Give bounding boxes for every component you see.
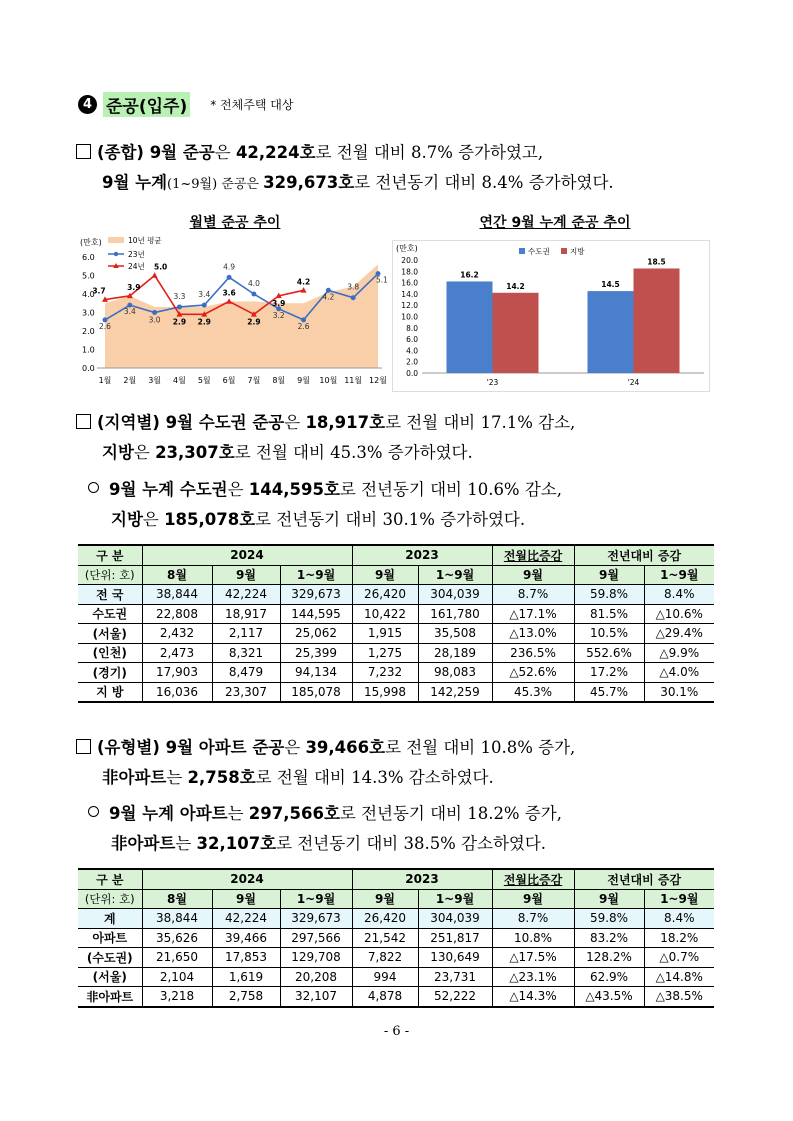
para-bold: 18,917호 (305, 413, 386, 432)
checkbox-square-icon (76, 414, 91, 429)
data-label-23: 3.2 (272, 310, 285, 320)
table-header-cell: 9월 (212, 889, 280, 909)
table-cell: 185,078 (280, 682, 352, 702)
para-text: 는 (227, 804, 249, 823)
table-header-cell: 1~9월 (280, 889, 352, 909)
x-tick-label: 10월 (319, 376, 338, 385)
data-label-23: 5.1 (376, 275, 388, 285)
legend-swatch (561, 248, 567, 254)
data-label: 14.5 (601, 280, 620, 290)
row-label: (서울) (78, 624, 142, 644)
para-text: 로 전월 대비 8.7% 증가하였고, (315, 143, 544, 162)
page-number: - 6 - (383, 1024, 410, 1039)
table-header-cell: 9월 (574, 565, 644, 585)
data-point-23 (152, 310, 157, 315)
data-label: 16.2 (460, 270, 479, 280)
para-bold: 144,595호 (248, 480, 340, 499)
table-cell: 16,036 (142, 682, 212, 702)
data-point-24 (152, 272, 158, 278)
para-line (76, 735, 575, 761)
table-cell: 35,508 (418, 624, 492, 644)
table-cell: 52,222 (418, 987, 492, 1007)
table-header-cell: 구 분 (78, 869, 142, 889)
table-cell: 35,626 (142, 928, 212, 948)
para-line (76, 170, 614, 198)
table-cell: 81.5% (574, 604, 644, 624)
table-cell: △52.6% (492, 663, 574, 683)
region-table (78, 544, 714, 703)
legend-swatch (519, 248, 525, 254)
legend-swatch-area (108, 237, 124, 243)
table-row (78, 643, 714, 663)
table-header-row (78, 869, 714, 889)
para-bold: 329,673호 (263, 173, 355, 192)
table-cell: 42,224 (212, 585, 280, 605)
table-header-cell: 전월比증감 (492, 869, 574, 889)
para-bold: 9월 누계 (102, 173, 168, 192)
table-header-cell: 1~9월 (418, 889, 492, 909)
x-tick-label: 12월 (369, 376, 387, 385)
para-line (88, 477, 562, 503)
table-row (78, 909, 714, 929)
para-text: 로 전월 대비 10.8% 증가, (385, 738, 576, 757)
data-label-24: 2.9 (197, 317, 211, 327)
type-table (78, 868, 714, 1008)
y-tick-label: 20.0 (401, 256, 418, 265)
bar-local (634, 268, 680, 373)
data-label-23: 4.2 (322, 292, 335, 302)
table-cell: 2,473 (142, 643, 212, 663)
data-label-24: 5.0 (153, 262, 168, 272)
data-point-23 (202, 303, 207, 308)
table-cell: 3,218 (142, 987, 212, 1007)
para-bold: 297,566호 (248, 804, 340, 823)
bar-capital (588, 291, 634, 373)
table-header-cell: 9월 (492, 889, 574, 909)
table-subheader-row (78, 889, 714, 909)
data-point-24 (226, 298, 232, 304)
para-text: 로 전년동기 대비 8.4% 증가하였다. (354, 173, 614, 192)
table-cell: 236.5% (492, 643, 574, 663)
y-tick-label: 4.0 (82, 290, 95, 299)
table-cell: 2,432 (142, 624, 212, 644)
y-tick-label: 0.0 (406, 369, 418, 378)
para-text: 로 전년동기 대비 10.6% 감소, (339, 480, 562, 499)
para-line (76, 440, 575, 466)
paragraph-region (76, 410, 575, 466)
para-text: 로 전월 대비 45.3% 증가하였다. (234, 443, 473, 462)
data-label-23: 3.8 (347, 282, 360, 292)
x-tick-label: 8월 (272, 376, 286, 385)
para-text: 은 (142, 510, 165, 529)
table-row (78, 948, 714, 968)
section-note: * 전체주택 대상 (210, 98, 294, 112)
paragraph-region-cumulative (88, 477, 562, 533)
legend-label: 10년 평균 (128, 236, 162, 245)
table-row (78, 624, 714, 644)
table-cell: 28,189 (418, 643, 492, 663)
table-cell: 8.7% (492, 585, 574, 605)
para-text: 로 전월 대비 17.1% 감소, (385, 413, 576, 432)
table-cell: 17,853 (212, 948, 280, 968)
para-text: 은 (284, 413, 306, 432)
table-cell: 25,062 (280, 624, 352, 644)
y-tick-label: 2.0 (82, 327, 95, 336)
table-row (78, 987, 714, 1007)
table-cell: △17.5% (492, 948, 574, 968)
table-header-cell: 1~9월 (644, 889, 714, 909)
table-header-cell: 2024 (142, 869, 352, 889)
table-cell: 21,542 (352, 928, 418, 948)
y-tick-label: 16.0 (401, 278, 418, 288)
para-text: 로 전년동기 대비 30.1% 증가하였다. (255, 510, 526, 529)
table-cell: 10.5% (574, 624, 644, 644)
data-label-24: 3.9 (272, 298, 286, 308)
table-header-cell: 2023 (352, 545, 492, 565)
table-row (78, 682, 714, 702)
data-point-23 (177, 304, 182, 309)
para-text: (1~9월) 준공은 (167, 177, 264, 192)
table-cell: 38,844 (142, 585, 212, 605)
table-cell: △13.0% (492, 624, 574, 644)
data-label-23: 2.6 (297, 321, 310, 331)
para-text: 은 (284, 738, 306, 757)
data-label-24: 4.2 (296, 277, 311, 287)
table-cell: 42,224 (212, 909, 280, 929)
para-bold: (지역별) 9월 수도권 준공 (97, 413, 285, 432)
table-subheader-row (78, 565, 714, 585)
table-cell: 18.2% (644, 928, 714, 948)
para-text: 로 전월 대비 14.3% 감소하였다. (255, 768, 494, 787)
row-label: 非아파트 (78, 987, 142, 1007)
data-label-23: 3.3 (173, 291, 186, 301)
para-text: 는 (175, 834, 197, 853)
table-cell: 130,649 (418, 948, 492, 968)
table-cell: 59.8% (574, 909, 644, 929)
y-unit-label: (만호) (396, 244, 418, 253)
data-label-24: 2.9 (247, 317, 261, 327)
table-header-cell: 1~9월 (418, 565, 492, 585)
table-cell: 25,399 (280, 643, 352, 663)
data-point-23 (351, 295, 356, 300)
table-cell: 142,259 (418, 682, 492, 702)
x-tick-label: 4월 (173, 376, 186, 385)
table-header-cell: 9월 (352, 565, 418, 585)
table-cell: 7,232 (352, 663, 418, 683)
para-bold: (종합) 9월 준공 (97, 143, 215, 162)
table-cell: 1,275 (352, 643, 418, 663)
para-text: 은 (227, 480, 249, 499)
table-cell: 128.2% (574, 948, 644, 968)
table-cell: 297,566 (280, 928, 352, 948)
paragraph-type (76, 735, 575, 791)
table-cell: 8,479 (212, 663, 280, 683)
data-point-23 (251, 292, 256, 297)
table-cell: △0.7% (644, 948, 714, 968)
series-area-10yr-avg (105, 264, 378, 368)
table-cell: △9.9% (644, 643, 714, 663)
table-cell: 45.3% (492, 682, 574, 702)
section-header (78, 92, 293, 117)
table-cell: △23.1% (492, 967, 574, 987)
chart-left-title: 월별 준공 추이 (189, 215, 281, 231)
table-cell: 129,708 (280, 948, 352, 968)
bar-local (493, 293, 539, 373)
row-label: (경기) (78, 663, 142, 683)
x-tick-label: 1월 (98, 376, 112, 385)
y-tick-label: 12.0 (401, 301, 418, 311)
table-cell: 8.4% (644, 585, 714, 605)
table-cell: 23,307 (212, 682, 280, 702)
table-header-cell: 2023 (352, 869, 492, 889)
para-bold: 42,224호 (235, 143, 316, 162)
para-text: 로 전년동기 대비 38.5% 감소하였다. (276, 834, 547, 853)
para-line (88, 507, 562, 533)
para-text: 은 (214, 143, 236, 162)
row-label: (인천) (78, 643, 142, 663)
table-cell: 26,420 (352, 909, 418, 929)
data-label-23: 3.0 (148, 315, 161, 325)
table-header-cell: 8월 (142, 565, 212, 585)
data-label-24: 3.6 (222, 288, 236, 298)
cumulative-completion-chart (392, 240, 710, 392)
data-label-24: 2.9 (172, 317, 187, 327)
section-title: 준공(입주) (103, 92, 190, 117)
table-cell: 30.1% (644, 682, 714, 702)
para-text: 는 (166, 768, 188, 787)
table-cell: 161,780 (418, 604, 492, 624)
table-header-cell: (단위: 호) (78, 565, 142, 585)
chart-right-title: 연간 9월 누계 준공 추이 (479, 215, 631, 231)
y-tick-label: 14.0 (401, 289, 418, 299)
data-label: 14.2 (506, 281, 525, 291)
row-label: 전 국 (78, 585, 142, 605)
x-tick-label: 2월 (123, 376, 137, 385)
row-label: 아파트 (78, 928, 142, 948)
x-tick-label: 11월 (344, 376, 363, 385)
monthly-completion-chart (78, 232, 388, 392)
x-tick-label: 6월 (222, 376, 236, 385)
table-cell: 10,422 (352, 604, 418, 624)
para-bold: 32,107호 (196, 834, 277, 853)
para-bold: 39,466호 (305, 738, 386, 757)
para-line (76, 410, 575, 436)
y-unit-label: (만호) (80, 238, 102, 247)
para-bold: 9월 누계 수도권 (109, 480, 228, 499)
table-cell: 17.2% (574, 663, 644, 683)
table-header-row (78, 545, 714, 565)
data-label-24: 3.9 (127, 282, 141, 292)
data-label-23: 3.4 (198, 290, 211, 300)
bullet-circle-icon (88, 482, 99, 493)
table-cell: 304,039 (418, 909, 492, 929)
legend-label: 24년 (128, 262, 145, 271)
para-bold: 지방 (111, 510, 143, 529)
table-cell: 17,903 (142, 663, 212, 683)
data-point-23 (227, 275, 232, 280)
table-cell: 26,420 (352, 585, 418, 605)
table-cell: 7,822 (352, 948, 418, 968)
table-header-cell: 전월比증감 (492, 545, 574, 565)
table-row (78, 585, 714, 605)
legend-marker (114, 252, 118, 256)
table-cell: 98,083 (418, 663, 492, 683)
table-header-cell: 2024 (142, 545, 352, 565)
x-tick-label: '24 (627, 378, 640, 387)
para-bold: 非아파트 (111, 834, 176, 853)
table-header-cell: 구 분 (78, 545, 142, 565)
table-cell: 329,673 (280, 585, 352, 605)
table-cell: 994 (352, 967, 418, 987)
table-cell: △29.4% (644, 624, 714, 644)
table-cell: 38,844 (142, 909, 212, 929)
table-header-cell: 1~9월 (644, 565, 714, 585)
data-label-23: 4.9 (223, 262, 236, 272)
data-point-24 (301, 287, 307, 293)
table-header-cell: 9월 (212, 565, 280, 585)
table-row (78, 928, 714, 948)
table-cell: 304,039 (418, 585, 492, 605)
table-cell: 2,104 (142, 967, 212, 987)
table-cell: 1,619 (212, 967, 280, 987)
para-bold: 2,758호 (187, 768, 256, 787)
table-cell: 21,650 (142, 948, 212, 968)
table-cell: 39,466 (212, 928, 280, 948)
row-label: 지 방 (78, 682, 142, 702)
table-cell: 4,878 (352, 987, 418, 1007)
legend-label: 지방 (570, 247, 585, 256)
row-label: 수도권 (78, 604, 142, 624)
table-cell: 552.6% (574, 643, 644, 663)
para-line (76, 140, 614, 166)
section-number: 4 (78, 95, 97, 114)
para-bold: 185,078호 (164, 510, 256, 529)
table-row (78, 663, 714, 683)
table-cell: △43.5% (574, 987, 644, 1007)
table-cell: 20,208 (280, 967, 352, 987)
table-cell: 144,595 (280, 604, 352, 624)
table-cell: △17.1% (492, 604, 574, 624)
table-cell: 59.8% (574, 585, 644, 605)
table-header-cell: 9월 (352, 889, 418, 909)
y-tick-label: 0.0 (82, 364, 95, 373)
para-bold: (유형별) 9월 아파트 준공 (97, 738, 285, 757)
table-cell: △14.8% (644, 967, 714, 987)
checkbox-square-icon (76, 144, 91, 159)
table-cell: 23,731 (418, 967, 492, 987)
table-cell: △38.5% (644, 987, 714, 1007)
y-tick-label: 8.0 (406, 323, 418, 333)
paragraph-summary (76, 140, 614, 198)
table-cell: 1,915 (352, 624, 418, 644)
table-cell: 22,808 (142, 604, 212, 624)
legend-label: 23년 (128, 250, 145, 259)
row-label: (서울) (78, 967, 142, 987)
table-row (78, 967, 714, 987)
table-cell: 2,117 (212, 624, 280, 644)
y-tick-label: 5.0 (82, 271, 95, 281)
table-cell: △14.3% (492, 987, 574, 1007)
para-line (88, 831, 562, 857)
y-tick-label: 4.0 (406, 346, 418, 356)
table-cell: 329,673 (280, 909, 352, 929)
table-cell: 10.8% (492, 928, 574, 948)
table-cell: 2,758 (212, 987, 280, 1007)
table-cell: 45.7% (574, 682, 644, 702)
y-tick-label: 6.0 (406, 335, 418, 345)
table-cell: 83.2% (574, 928, 644, 948)
table-cell: △4.0% (644, 663, 714, 683)
para-text: 은 (133, 443, 156, 462)
row-label: (수도권) (78, 948, 142, 968)
table-header-cell: 9월 (492, 565, 574, 585)
table-cell: 15,998 (352, 682, 418, 702)
x-tick-label: 3월 (148, 376, 162, 385)
table-header-cell: 9월 (574, 889, 644, 909)
para-bold: 지방 (102, 443, 134, 462)
table-row (78, 604, 714, 624)
table-cell: 62.9% (574, 967, 644, 987)
row-label: 계 (78, 909, 142, 929)
data-label-23: 3.4 (123, 307, 136, 317)
x-tick-label: 5월 (197, 376, 211, 385)
bar-capital (447, 281, 493, 373)
para-bold: 9월 누계 아파트 (109, 804, 228, 823)
data-label: 18.5 (647, 257, 666, 267)
bullet-circle-icon (88, 806, 99, 817)
data-label-23: 4.0 (247, 279, 260, 288)
table-header-cell: 1~9월 (280, 565, 352, 585)
table-header-cell: 전년대비 증감 (574, 545, 714, 565)
table-header-cell: (단위: 호) (78, 889, 142, 909)
y-tick-label: 10.0 (401, 312, 418, 322)
data-label-23: 2.6 (99, 321, 111, 331)
paragraph-type-cumulative (88, 801, 562, 857)
para-line (88, 801, 562, 827)
y-tick-label: 18.0 (401, 267, 418, 277)
table-cell: 8,321 (212, 643, 280, 663)
para-line (76, 765, 575, 791)
y-tick-label: 2.0 (406, 357, 418, 367)
data-label-24: 3.7 (92, 286, 106, 296)
legend-label: 수도권 (528, 247, 550, 256)
para-bold: 23,307호 (155, 443, 235, 462)
x-tick-label: 9월 (297, 376, 310, 385)
para-text: 로 전년동기 대비 18.2% 증가, (339, 804, 562, 823)
checkbox-square-icon (76, 739, 91, 754)
table-cell: 8.4% (644, 909, 714, 929)
table-cell: 18,917 (212, 604, 280, 624)
y-tick-label: 3.0 (82, 308, 95, 318)
table-cell: 94,134 (280, 663, 352, 683)
para-bold: 非아파트 (102, 768, 167, 787)
y-tick-label: 1.0 (82, 345, 95, 355)
y-tick-label: 6.0 (82, 253, 95, 262)
x-tick-label: 7월 (247, 376, 261, 385)
table-header-cell: 전년대비 증감 (574, 869, 714, 889)
table-header-cell: 8월 (142, 889, 212, 909)
x-tick-label: '23 (486, 378, 499, 387)
table-cell: 32,107 (280, 987, 352, 1007)
table-cell: △10.6% (644, 604, 714, 624)
table-cell: 251,817 (418, 928, 492, 948)
table-cell: 8.7% (492, 909, 574, 929)
